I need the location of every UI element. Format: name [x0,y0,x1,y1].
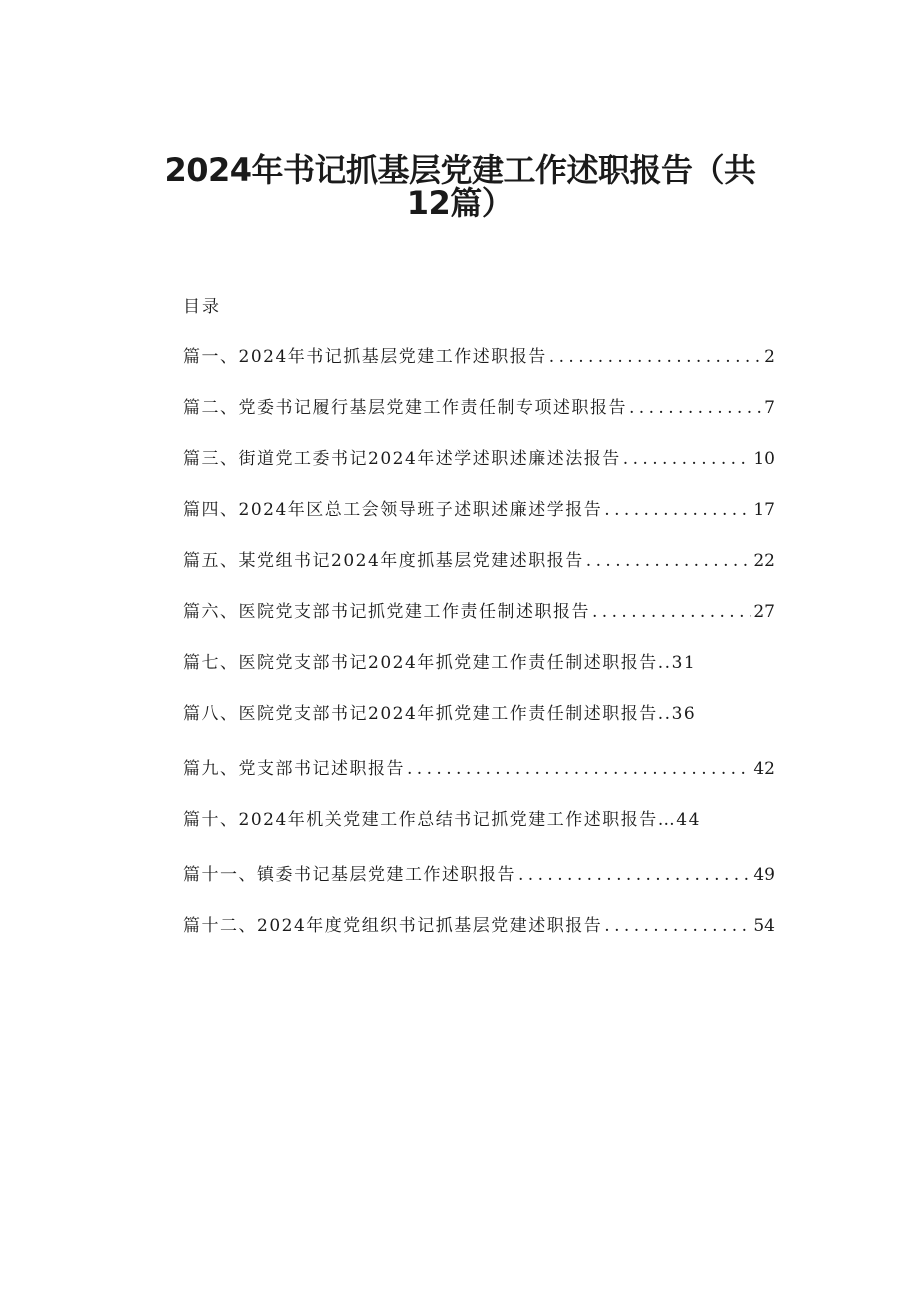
dot-leader [604,914,751,939]
toc-entry-2[interactable] [183,396,775,421]
dot-leader [604,498,751,523]
toc-entry-title: 篇四、2024年区总工会领导班子述职述廉述学报告 [183,500,603,520]
toc-entry-title: 篇十二、2024年度党组织书记抓基层党建述职报告 [183,916,603,936]
toc-entry-title: 篇十一、镇委书记基层党建工作述职报告 [183,865,516,885]
toc-entry-page: 22 [753,551,775,571]
toc-entry-1[interactable] [183,345,775,370]
toc-entry-6[interactable] [183,600,775,625]
toc-entry-page: 17 [753,500,775,520]
toc-entry-title: 篇五、某党组书记2024年度抓基层党建述职报告 [183,551,584,571]
toc-entry-5[interactable] [183,549,775,574]
toc-entry-page: 2 [764,347,775,367]
toc-entry-title: 篇十、2024年机关党建工作总结书记抓党建工作述职报告…44 [183,810,701,830]
toc-entry-12[interactable] [183,914,775,939]
dot-leader [623,447,752,472]
toc-entry-title: 篇九、党支部书记述职报告 [183,759,405,779]
toc-entry-title: 篇八、医院党支部书记2024年抓党建工作责任制述职报告..36 [183,704,697,724]
toc-entry-7[interactable] [183,651,775,676]
toc-entry-title: 篇一、2024年书记抓基层党建工作述职报告 [183,347,547,367]
dot-leader [518,863,751,888]
dot-leader [592,600,751,625]
toc-entry-title: 篇六、医院党支部书记抓党建工作责任制述职报告 [183,602,590,622]
dot-leader [407,757,751,782]
toc-entry-page: 49 [753,865,775,885]
toc-entry-11[interactable] [183,863,775,888]
toc-entry-title: 篇三、街道党工委书记2024年述学述职述廉述法报告 [183,449,621,469]
table-of-contents [183,345,775,939]
toc-entry-8[interactable] [183,702,775,727]
toc-heading: 目录 [183,297,221,317]
dot-leader [549,345,762,370]
toc-entry-page: 10 [753,449,775,469]
toc-entry-page: 42 [753,759,775,779]
document-title-line-2: 12篇） [406,184,514,222]
document-title-line-1: 2024年书记抓基层党建工作述职报告（共 [164,151,756,189]
toc-entry-9[interactable] [183,757,775,782]
dot-leader [586,549,752,574]
toc-entry-title: 篇七、医院党支部书记2024年抓党建工作责任制述职报告..31 [183,653,697,673]
toc-entry-page: 7 [764,398,775,418]
dot-leader [629,396,762,421]
toc-entry-4[interactable] [183,498,775,523]
toc-entry-10[interactable] [183,808,775,833]
toc-entry-title: 篇二、党委书记履行基层党建工作责任制专项述职报告 [183,398,627,418]
toc-entry-page: 54 [753,916,775,936]
toc-entry-page: 27 [753,602,775,622]
toc-entry-3[interactable] [183,447,775,472]
